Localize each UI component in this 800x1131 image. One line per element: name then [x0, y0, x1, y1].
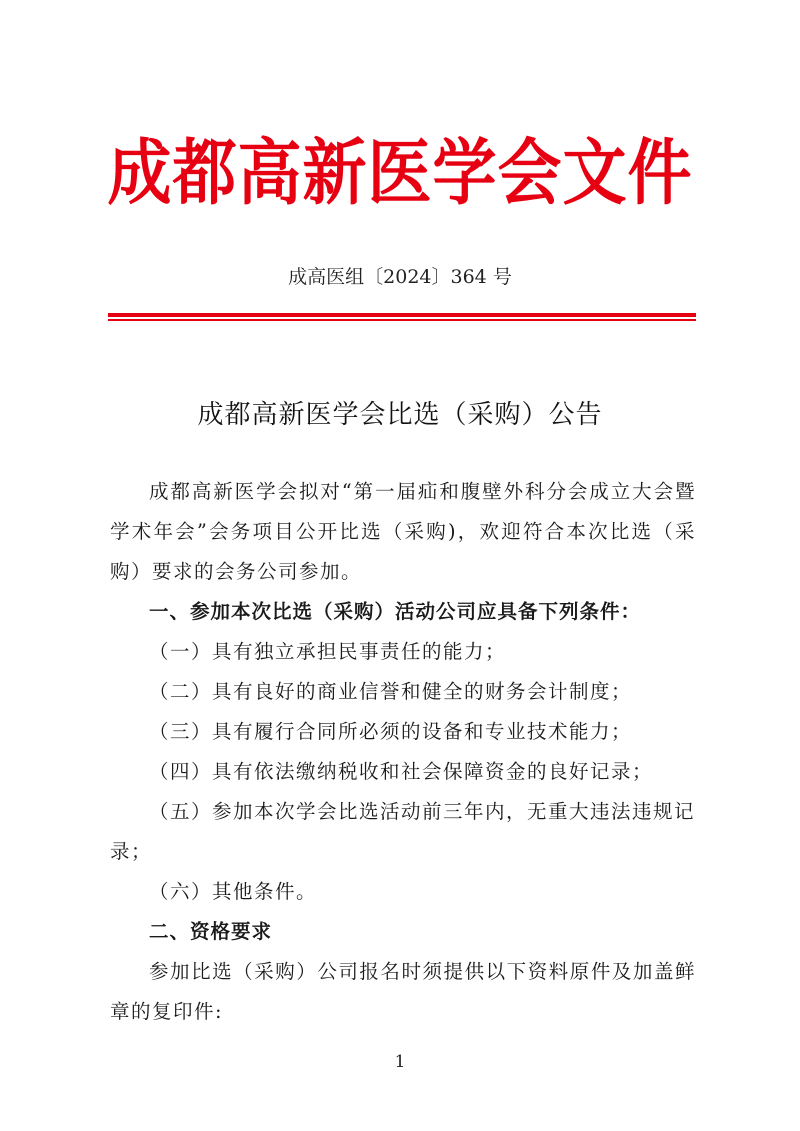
condition-item: （二）具有良好的商业信誉和健全的财务会计制度；: [149, 680, 633, 703]
page-number: 1: [394, 1052, 406, 1072]
section2-paragraph: 参加比选（采购）公司报名时须提供以下资料原件及加盖鲜章的复印件:: [110, 960, 696, 1023]
section2-heading: 二、资格要求: [149, 920, 273, 943]
condition-item: （四）具有依法缴纳税收和社会保障资金的良好记录；: [149, 760, 654, 783]
condition-item: （六）其他条件。: [149, 880, 318, 903]
condition-item: （三）具有履行合同所必须的设备和专业技术能力；: [149, 720, 633, 743]
notice-title: 成都高新医学会比选（采购）公告: [197, 400, 603, 430]
section1-heading: 一、参加本次比选（采购）活动公司应具备下列条件：: [149, 600, 642, 623]
condition-item: （五）参加本次学会比选活动前三年内，无重大违法违规记录；: [110, 800, 696, 863]
condition-item: （一）具有独立承担民事责任的能力；: [149, 640, 507, 663]
document-body: [110, 472, 696, 1032]
document-number: 成高医组〔2024〕364 号: [288, 266, 512, 288]
red-divider-thin: [108, 319, 696, 321]
red-divider-thick: [108, 313, 696, 317]
intro-paragraph: 成都高新医学会拟对“第一届疝和腹壁外科分会成立大会暨学术年会”会务项目公开比选（采购)，欢迎符合本次比选（采购）要求的会务公司参加。: [110, 480, 696, 583]
masthead-title: 成都高新医学会文件: [107, 132, 693, 216]
